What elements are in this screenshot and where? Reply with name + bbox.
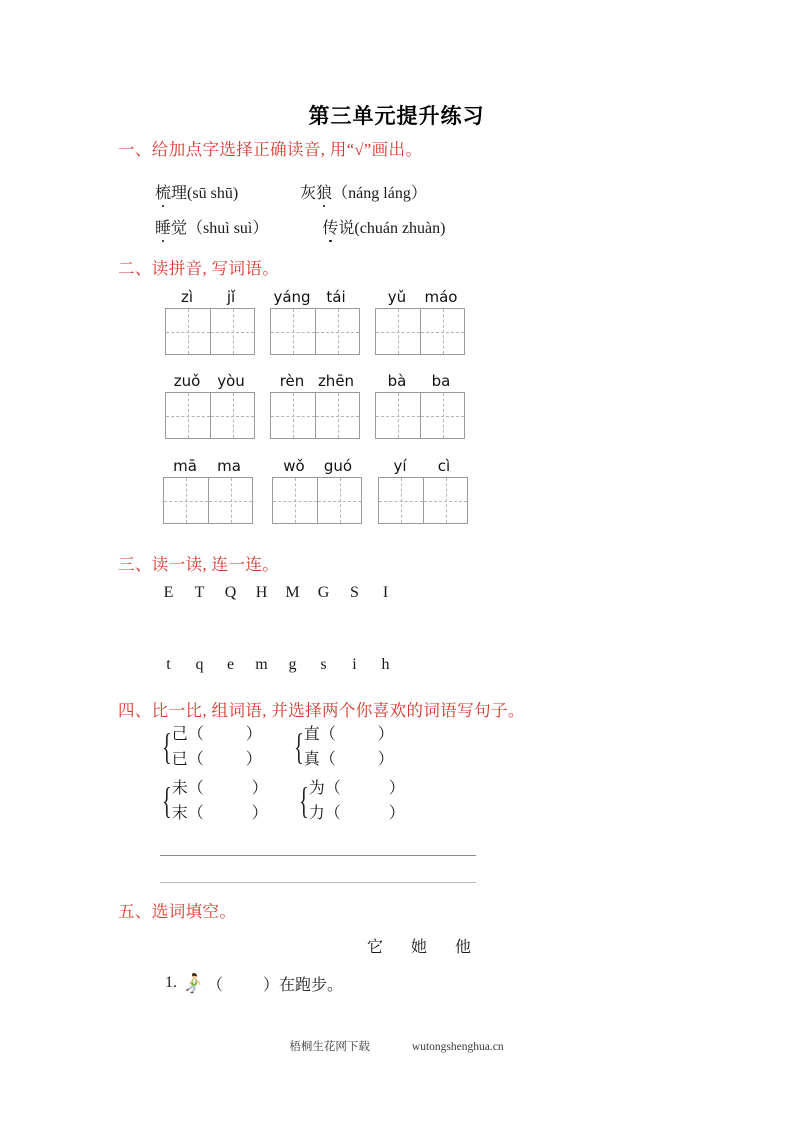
letter-uppercase[interactable]: G (317, 584, 330, 601)
char-pair-block-2 (290, 722, 394, 772)
section-heading-3: 三、读一读, 连一连。 (118, 555, 280, 574)
pair-char: 直（ (303, 726, 336, 743)
pinyin-grid-group-5 (270, 372, 360, 439)
pair-char: 真（ (303, 751, 336, 768)
dotted-char: 传 (322, 215, 338, 238)
footer-site-name: 梧桐生花网下载 (289, 1041, 370, 1053)
tianzige-cell[interactable] (317, 478, 361, 523)
tianzige-cell[interactable] (420, 309, 464, 354)
letter-lowercase[interactable]: h (381, 656, 390, 673)
pair-char: 为（ (308, 780, 341, 797)
tianzige-cell[interactable] (210, 393, 254, 438)
letter-uppercase[interactable]: E (163, 584, 174, 601)
tianzige-cell[interactable] (271, 309, 315, 354)
pinyin-syllable: yǔ (387, 288, 407, 306)
section-heading-2: 二、读拼音, 写词语。 (118, 259, 280, 278)
section-heading-1: 一、给加点字选择正确读音, 用“√”画出。 (118, 140, 423, 159)
pinyin-label-row (270, 372, 360, 390)
letter-uppercase[interactable]: T (194, 584, 205, 601)
pair-char: 己（ (171, 726, 204, 743)
sentence-writing-line-2[interactable] (160, 882, 476, 883)
pair-line-bottom[interactable] (304, 747, 394, 772)
section1-item-4 (322, 215, 445, 238)
paren-close: ） (251, 805, 268, 822)
pinyin-syllable: tái (326, 288, 346, 306)
pinyin-grid-group-6 (375, 372, 465, 439)
tianzige-grid[interactable] (375, 392, 465, 439)
pinyin-grid-group-1 (165, 288, 255, 355)
pinyin-syllable: cì (437, 457, 451, 475)
tianzige-grid[interactable] (375, 308, 465, 355)
brace-icon: { (298, 780, 309, 822)
pinyin-syllable: rèn (279, 372, 305, 390)
pinyin-grid-group-9 (378, 457, 468, 524)
pinyin-syllable: wǒ (283, 457, 305, 475)
char-pair-block-4 (295, 776, 405, 826)
pinyin-label-row (270, 288, 360, 306)
word-option[interactable]: 他 (454, 939, 471, 956)
word-text: 灰狼 (300, 185, 332, 202)
pinyin-syllable: jǐ (226, 288, 236, 306)
pair-line-bottom[interactable] (309, 801, 405, 826)
letter-lowercase[interactable]: t (166, 656, 171, 673)
pair-line-top[interactable] (172, 776, 268, 801)
char-pair-block-3 (158, 776, 268, 826)
tianzige-grid[interactable] (378, 477, 468, 524)
pinyin-syllable: yòu (217, 372, 245, 390)
word-bank (355, 934, 483, 957)
brace-icon: { (161, 726, 172, 768)
pinyin-label-row (272, 457, 362, 475)
pair-char: 末（ (171, 805, 204, 822)
letter-lowercase[interactable]: s (320, 656, 327, 673)
letter-uppercase[interactable]: I (382, 584, 389, 601)
brace-icon: { (161, 780, 172, 822)
word-rest: 理 (171, 185, 188, 202)
pair-char: 力（ (308, 805, 341, 822)
pair-line-bottom[interactable] (172, 801, 268, 826)
pinyin-grid-group-3 (375, 288, 465, 355)
pinyin-syllable: yáng (273, 288, 311, 306)
running-boy-icon (179, 970, 205, 996)
tianzige-cell[interactable] (376, 309, 420, 354)
section-heading-5: 五、选词填空。 (118, 902, 237, 921)
section1-row-2 (155, 215, 445, 238)
pinyin-grid-group-2 (270, 288, 360, 355)
pair-line-top[interactable] (172, 722, 262, 747)
letter-lowercase[interactable]: m (255, 656, 268, 673)
pair-lines (172, 776, 268, 826)
pinyin-syllable: bà (387, 372, 407, 390)
section1-item-2 (300, 180, 427, 203)
page-title: 第三单元提升练习 (308, 104, 485, 128)
letter-uppercase[interactable]: M (285, 584, 300, 601)
tianzige-cell[interactable] (273, 478, 317, 523)
pinyin-options[interactable]: (sū shū) (187, 185, 239, 202)
pinyin-label-row (375, 288, 465, 306)
tianzige-grid[interactable] (270, 392, 360, 439)
word-rest: 说 (338, 220, 355, 237)
pinyin-syllable: zhēn (317, 372, 355, 390)
paren-close: ） (388, 780, 405, 797)
question-number: 1. (165, 974, 177, 991)
pair-lines (172, 722, 262, 772)
question-1 (165, 970, 343, 996)
tianzige-grid[interactable] (165, 308, 255, 355)
letter-lowercase[interactable]: i (352, 656, 357, 673)
pinyin-options[interactable]: (chuán zhuàn) (354, 220, 446, 237)
pinyin-grid-group-7 (163, 457, 253, 524)
tianzige-cell[interactable] (423, 478, 467, 523)
pinyin-syllable: yí (393, 457, 407, 475)
paren-close: ） (388, 805, 405, 822)
paren-close: ） (245, 751, 262, 768)
tianzige-cell[interactable] (164, 478, 208, 523)
tianzige-grid[interactable] (270, 308, 360, 355)
dotted-char: 睡 (155, 215, 171, 238)
pinyin-options[interactable]: （náng láng） (332, 185, 427, 202)
footer-site-url: wutongshenghua.cn (411, 1041, 504, 1053)
word-rest: 觉 (171, 220, 188, 237)
paren-open: （ (207, 976, 224, 994)
tianzige-cell[interactable] (166, 393, 210, 438)
pinyin-syllable: ba (431, 372, 451, 390)
pinyin-syllable: zì (180, 288, 194, 306)
pair-lines (304, 722, 394, 772)
pinyin-syllable: guó (323, 457, 353, 475)
pair-char: 未（ (171, 780, 204, 797)
tianzige-grid[interactable] (163, 477, 253, 524)
dotted-char: 狼 (316, 180, 332, 203)
paren-close: ） (377, 751, 394, 768)
tianzige-cell[interactable] (376, 393, 420, 438)
pinyin-syllable: ma (217, 457, 241, 475)
letter-lowercase[interactable]: e (226, 656, 235, 673)
paren-close: ） (251, 780, 268, 797)
pinyin-grid-group-4 (165, 372, 255, 439)
word-option[interactable]: 她 (410, 939, 427, 956)
question-text (207, 972, 343, 995)
letter-lowercase[interactable]: q (195, 656, 204, 673)
tianzige-grid[interactable] (165, 392, 255, 439)
tianzige-cell[interactable] (271, 393, 315, 438)
tianzige-cell[interactable] (208, 478, 252, 523)
pinyin-label-row (163, 457, 253, 475)
tianzige-cell[interactable] (166, 309, 210, 354)
letter-lowercase[interactable]: g (288, 656, 297, 673)
paren-close: ） (377, 726, 394, 743)
lowercase-letter-row (155, 656, 399, 674)
pair-char: 已（ (171, 751, 204, 768)
section1-item-1 (155, 180, 238, 203)
section-heading-4: 四、比一比, 组词语, 并选择两个你喜欢的词语写句子。 (118, 701, 525, 720)
char-pair-block-1 (158, 722, 262, 772)
word-option[interactable]: 它 (366, 939, 383, 956)
letter-uppercase[interactable]: H (255, 584, 268, 601)
letter-uppercase[interactable]: Q (224, 584, 237, 601)
pair-lines (309, 776, 405, 826)
pinyin-options[interactable]: （shuì suì） (187, 220, 269, 237)
brace-icon: { (293, 726, 304, 768)
tianzige-cell[interactable] (315, 393, 359, 438)
pinyin-label-row (165, 288, 255, 306)
pinyin-label-row (165, 372, 255, 390)
uppercase-letter-row (155, 584, 399, 602)
pinyin-label-row (378, 457, 468, 475)
pinyin-grid-group-8 (272, 457, 362, 524)
pair-line-top[interactable] (304, 722, 394, 747)
tianzige-cell[interactable] (420, 393, 464, 438)
pinyin-syllable: mā (173, 457, 197, 475)
sentence-writing-line-1[interactable] (160, 855, 476, 856)
pinyin-label-row (375, 372, 465, 390)
pair-line-bottom[interactable] (172, 747, 262, 772)
tianzige-cell[interactable] (315, 309, 359, 354)
pair-line-top[interactable] (309, 776, 405, 801)
letter-uppercase[interactable]: S (350, 584, 359, 601)
section1-row-1 (155, 180, 427, 203)
tianzige-cell[interactable] (379, 478, 423, 523)
footer (0, 1038, 793, 1054)
pinyin-syllable: zuǒ (173, 372, 201, 390)
question-tail: ）在跑步。 (263, 976, 344, 994)
paren-close: ） (245, 726, 262, 743)
section1-item-3 (155, 215, 268, 238)
tianzige-cell[interactable] (210, 309, 254, 354)
pinyin-syllable: máo (424, 288, 458, 306)
dotted-char: 梳 (155, 180, 171, 203)
tianzige-grid[interactable] (272, 477, 362, 524)
